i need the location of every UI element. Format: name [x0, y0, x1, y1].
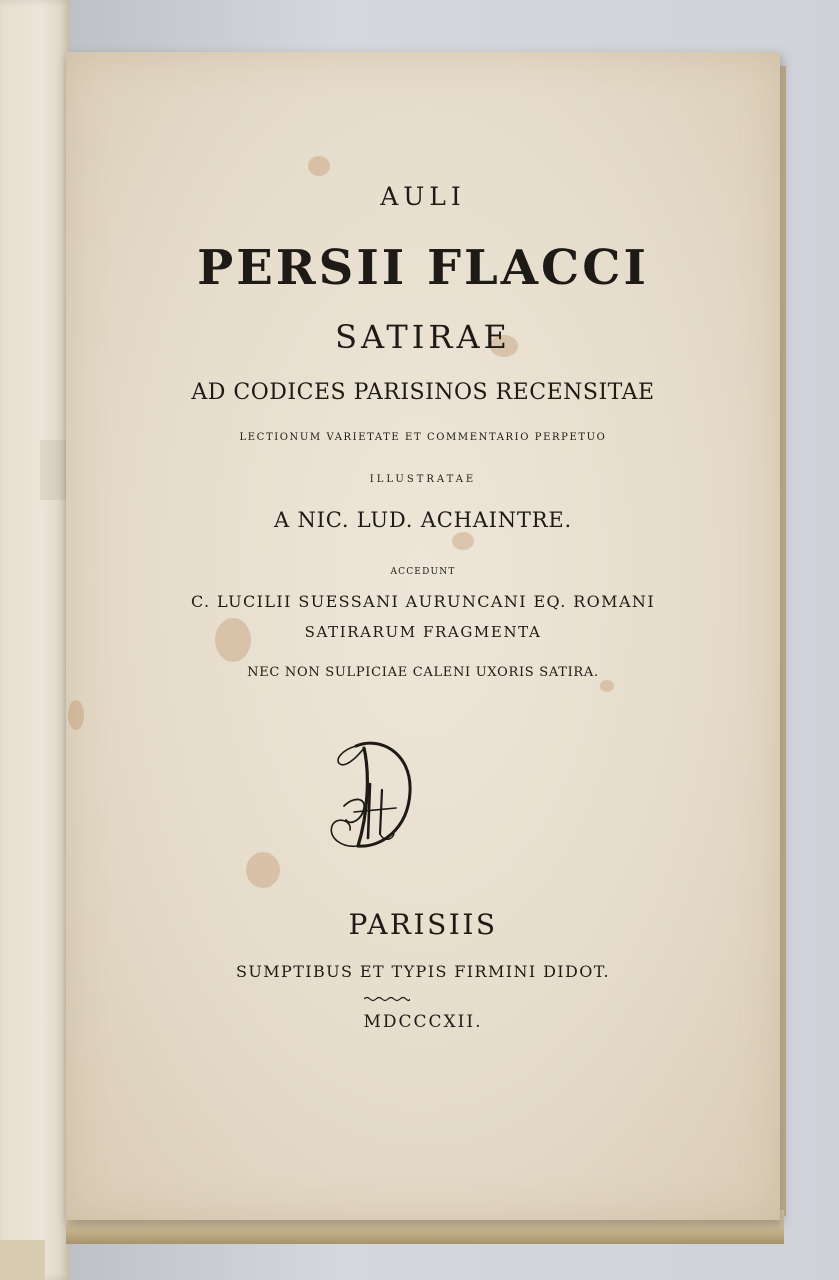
work-title: SATIRAE: [335, 318, 511, 356]
subtitle-line-1: AD CODICES PARISINOS RECENSITAE: [191, 380, 655, 405]
appendix-line-2: SATIRARUM FRAGMENTA: [304, 623, 542, 641]
left-page-edge: [0, 0, 70, 1280]
foxing-spot: [452, 532, 474, 550]
foxing-spot: [246, 852, 280, 888]
author-prefix: AULI: [380, 182, 466, 211]
imprint-publisher: SUMPTIBUS ET TYPIS FIRMINI DIDOT.: [236, 962, 610, 981]
appendix-line-3: NEC NON SULPICIAE CALENI UXORIS SATIRA.: [247, 665, 599, 680]
subtitle-line-2: LECTIONUM VARIETATE ET COMMENTARIO PERPETUO: [239, 432, 607, 443]
accedunt-line: ACCEDUNT: [390, 567, 456, 577]
foxing-spot: [308, 156, 330, 176]
subtitle-line-3: ILLUSTRATAE: [369, 474, 477, 485]
editor-line: A NIC. LUD. ACHAINTRE.: [274, 508, 572, 532]
decorative-rule: [364, 996, 410, 1002]
foxing-spot: [600, 680, 614, 692]
author-name: PERSII FLACCI: [197, 240, 649, 296]
imprint-place: PARISIIS: [348, 908, 498, 941]
foxing-spot: [68, 700, 84, 730]
appendix-line-1: C. LUCILII SUESSANI AURUNCANI EQ. ROMANI: [190, 592, 656, 611]
printer-monogram-icon: [324, 734, 418, 852]
imprint-year: MDCCCXII.: [363, 1012, 483, 1032]
cover-corner: [0, 1240, 45, 1280]
